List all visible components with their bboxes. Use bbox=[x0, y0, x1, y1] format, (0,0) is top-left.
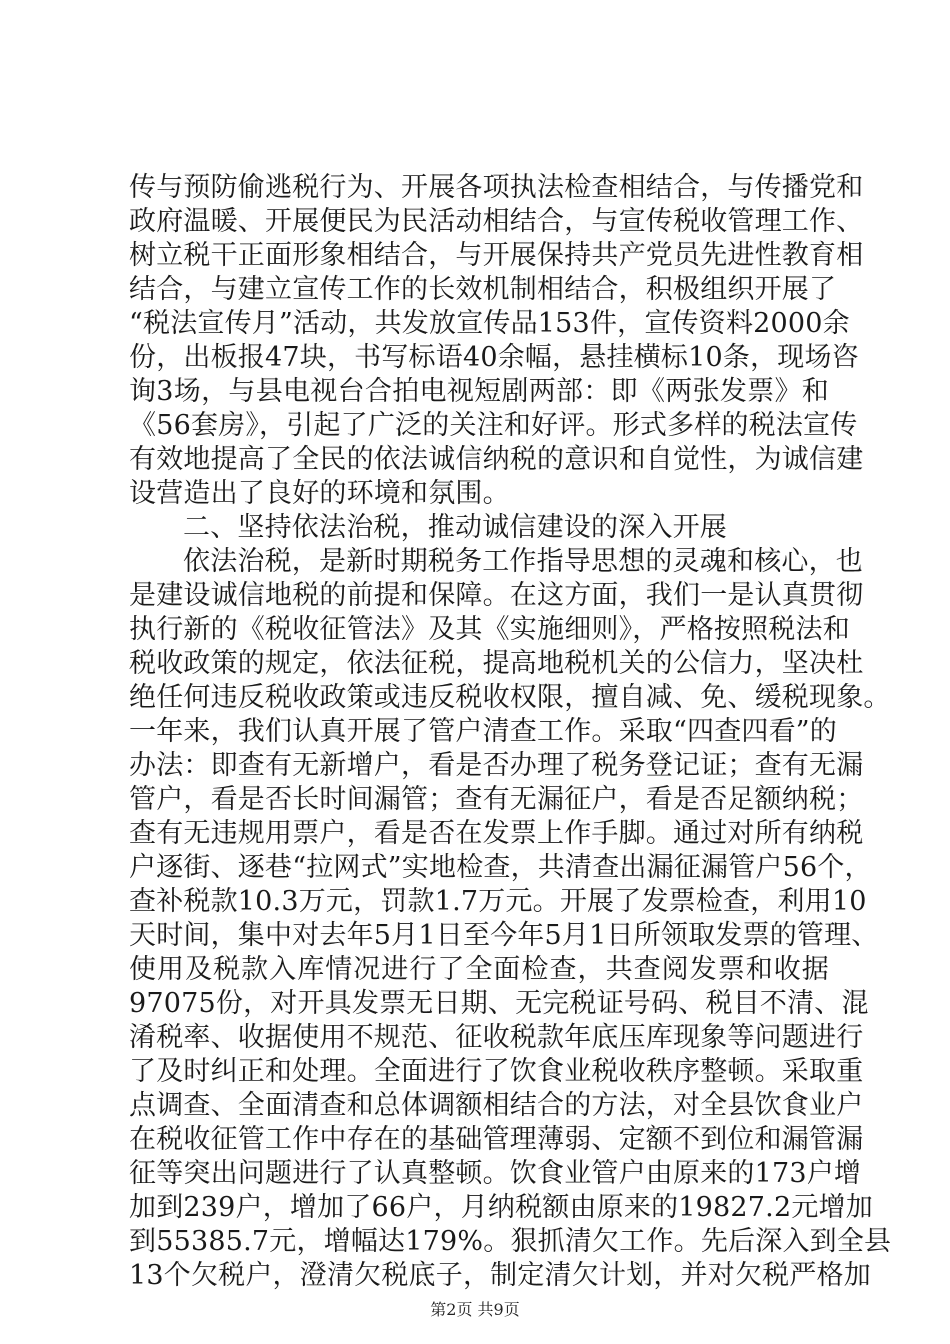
body-line: 天时间，集中对去年5月1日至今年5月1日所领取发票的管理、 bbox=[129, 920, 879, 951]
body-line: “税法宣传月”活动，共发放宣传品153件，宣传资料2000余 bbox=[129, 308, 850, 339]
body-line: 是建设诚信地税的前提和保障。在这方面，我们一是认真贯彻 bbox=[129, 580, 864, 611]
body-line: 13个欠税户，澄清欠税底子，制定清欠计划，并对欠税严格加 bbox=[129, 1260, 871, 1291]
body-line: 户逐街、逐巷“拉网式”实地检查，共清查出漏征漏管户56个， bbox=[129, 852, 872, 883]
body-line: 树立税干正面形象相结合，与开展保持共产党员先进性教育相 bbox=[129, 240, 864, 271]
body-line: 结合，与建立宣传工作的长效机制相结合，积极组织开展了 bbox=[129, 274, 837, 305]
body-line: 了及时纠正和处理。全面进行了饮食业税收秩序整顿。采取重 bbox=[129, 1056, 864, 1087]
body-line: 执行新的《税收征管法》及其《实施细则》，严格按照税法和 bbox=[129, 614, 850, 645]
body-line: 询3场，与县电视台合拍电视短剧两部：即《两张发票》和 bbox=[129, 376, 829, 407]
body-line: 加到239户，增加了66户，月纳税额由原来的19827.2元增加 bbox=[129, 1192, 873, 1223]
body-line: 到55385.7元，增幅达179%。狠抓清欠工作。先后深入到全县 bbox=[129, 1226, 892, 1257]
section-heading: 二、坚持依法治税，推动诚信建设的深入开展 bbox=[183, 512, 727, 543]
body-line: 办法：即查有无新增户，看是否办理了税务登记证；查有无漏 bbox=[129, 750, 864, 781]
body-line: 淆税率、收据使用不规范、征收税款年底压库现象等问题进行 bbox=[129, 1022, 864, 1053]
body-line: 税收政策的规定，依法征税，提高地税机关的公信力，坚决杜 bbox=[129, 648, 864, 679]
body-line: 97075份，对开具发票无日期、无完税证号码、税目不清、混 bbox=[129, 988, 869, 1019]
body-line: 在税收征管工作中存在的基础管理薄弱、定额不到位和漏管漏 bbox=[129, 1124, 864, 1155]
body-line: 有效地提高了全民的依法诚信纳税的意识和自觉性，为诚信建 bbox=[129, 444, 864, 475]
body-line: 使用及税款入库情况进行了全面检查，共查阅发票和收据 bbox=[129, 954, 829, 985]
body-line: 设营造出了良好的环境和氛围。 bbox=[129, 478, 510, 509]
body-line: 依法治税，是新时期税务工作指导思想的灵魂和核心，也 bbox=[183, 546, 863, 577]
body-line: 绝任何违反税收政策或违反税收权限，擅自减、免、缓税现象。 bbox=[129, 682, 891, 713]
body-line: 查有无违规用票户，看是否在发票上作手脚。通过对所有纳税 bbox=[129, 818, 864, 849]
body-line: 一年来，我们认真开展了管户清查工作。采取“四查四看”的 bbox=[129, 716, 838, 747]
body-line: 点调查、全面清查和总体调额相结合的方法，对全县饮食业户 bbox=[129, 1090, 864, 1121]
body-line: 管户，看是否长时间漏管；查有无漏征户，看是否足额纳税； bbox=[129, 784, 864, 815]
page-number: 第2页 共9页 bbox=[430, 1300, 520, 1319]
body-line: 查补税款10.3万元，罚款1.7万元。开展了发票检查，利用10 bbox=[129, 886, 867, 917]
body-line: 《56套房》，引起了广泛的关注和好评。形式多样的税法宣传 bbox=[129, 410, 858, 441]
body-line: 政府温暖、开展便民为民活动相结合，与宣传税收管理工作、 bbox=[129, 206, 864, 237]
body-line: 份，出板报47块，书写标语40余幅，悬挂横标10条，现场咨 bbox=[129, 342, 859, 373]
body-line: 征等突出问题进行了认真整顿。饮食业管户由原来的173户增 bbox=[129, 1158, 862, 1189]
body-line: 传与预防偷逃税行为、开展各项执法检查相结合，与传播党和 bbox=[129, 172, 864, 203]
